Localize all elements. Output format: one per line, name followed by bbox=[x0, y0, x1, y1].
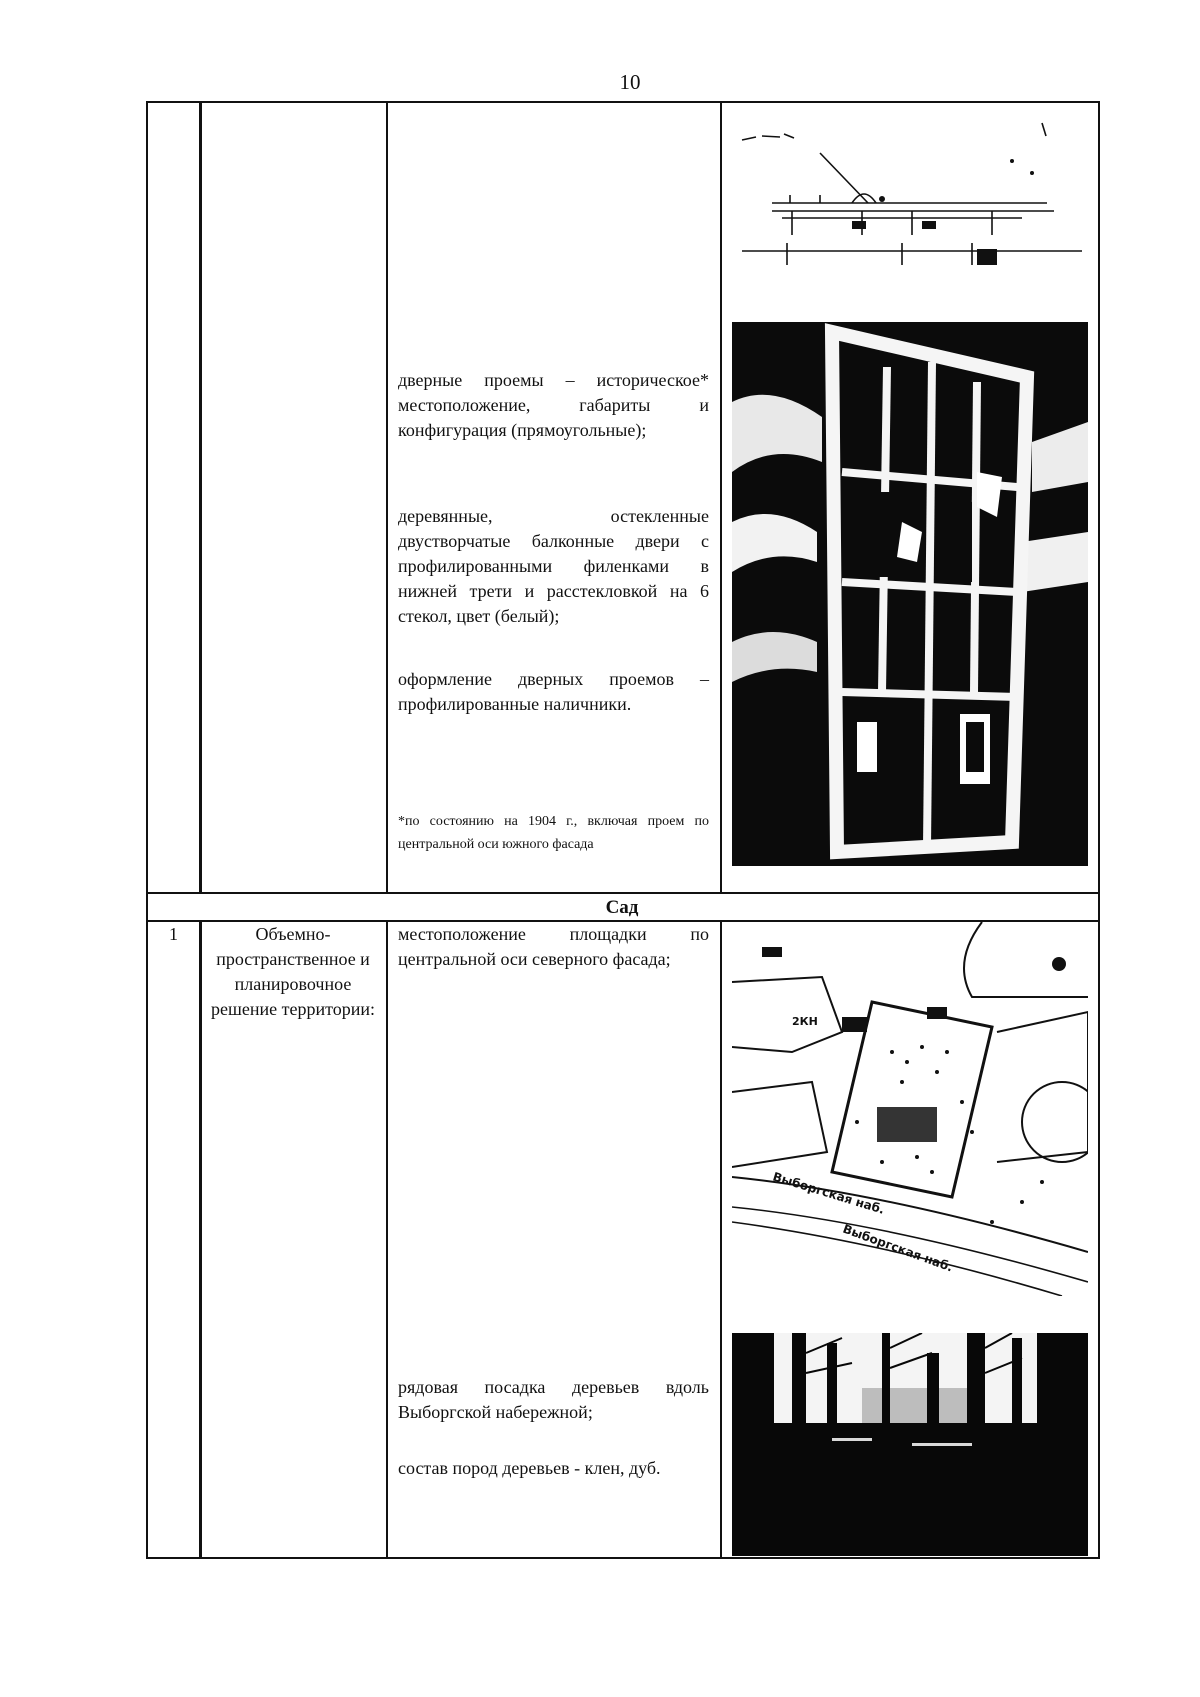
facade-drawing bbox=[732, 103, 1088, 283]
doors-location-text: дверные проемы – историческое* местоположение, габариты и конфигурация (прямоугольные); bbox=[398, 370, 709, 440]
section-title-garden: Сад bbox=[605, 897, 639, 918]
table-left-border bbox=[146, 101, 148, 1559]
plan-label-street-2: Выборгская наб. bbox=[840, 1221, 955, 1275]
plan-label-street-1: Выборгская наб. bbox=[771, 1169, 887, 1217]
footnote: *по состоянию на 1904 г., включая проем по центральной оси южного фасада bbox=[398, 814, 709, 852]
plan-label-2kn: 2КН bbox=[792, 1015, 818, 1028]
trees-species-text: состав пород деревьев - клен, дуб. bbox=[398, 1458, 661, 1478]
row-number: 1 bbox=[169, 924, 178, 944]
table-row-divider bbox=[146, 892, 1100, 894]
table-col-divider-2b bbox=[386, 920, 388, 1559]
doors-material-text: деревянные, остекленные двустворчатые балконные двери с профилированными филенками в нижней трети и расстекловкой на 6 стекол, цвет (белый); bbox=[398, 506, 709, 626]
page-number: 10 bbox=[619, 70, 641, 94]
table-col-divider-2 bbox=[386, 101, 388, 892]
table-col-divider-3 bbox=[720, 101, 722, 892]
table-col-divider-3b bbox=[720, 920, 722, 1559]
garden-location-text: местоположение площадки по центральной оси северного фасада; bbox=[398, 924, 709, 969]
table-right-border bbox=[1098, 101, 1100, 1559]
table-col-divider-1b bbox=[199, 920, 202, 1559]
garden-name-text: Объемно-пространственное и планировочное решение территории: bbox=[211, 924, 375, 1019]
site-plan bbox=[732, 922, 1088, 1296]
doors-trim-text: оформление дверных проемов – профилированные наличники. bbox=[398, 669, 709, 714]
balcony-door-photo bbox=[732, 322, 1088, 866]
trees-photo bbox=[732, 1333, 1088, 1556]
table-col-divider-1 bbox=[199, 101, 202, 892]
table-bottom-border bbox=[146, 1557, 1100, 1559]
trees-row-text: рядовая посадка деревьев вдоль Выборгской набережной; bbox=[398, 1377, 709, 1422]
